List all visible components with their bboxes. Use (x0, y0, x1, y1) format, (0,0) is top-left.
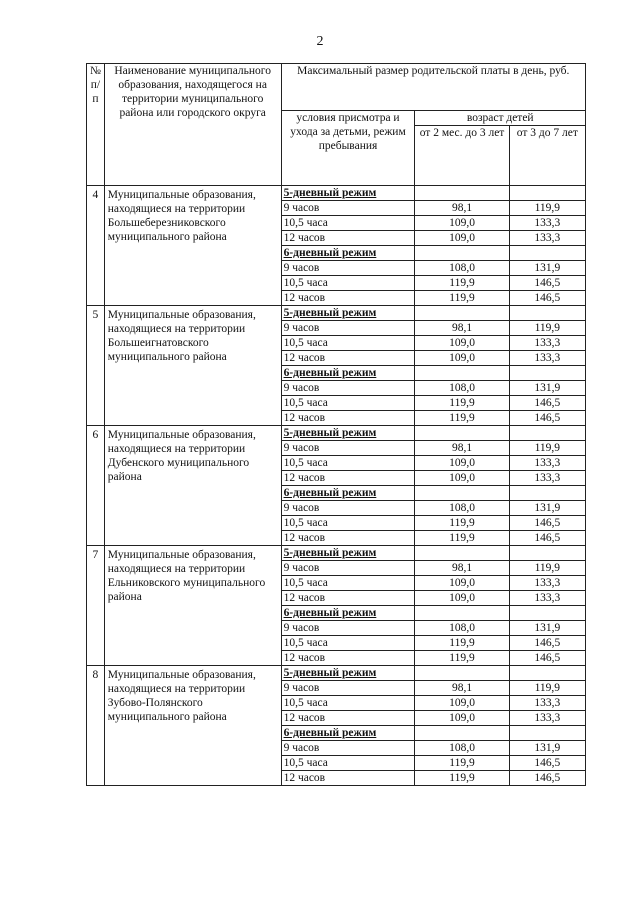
entry-number: 8 (87, 666, 105, 786)
header-age: возраст детей (415, 111, 586, 126)
fee-age-1: 109,0 (415, 696, 509, 711)
blank-cell (509, 246, 585, 261)
table-row (87, 306, 586, 321)
condition-cell: 9 часов (281, 561, 415, 576)
condition-cell: 9 часов (281, 681, 415, 696)
fee-age-1: 109,0 (415, 231, 509, 246)
fee-age-1: 119,9 (415, 276, 509, 291)
condition-cell: 10,5 часа (281, 696, 415, 711)
entry-name: Муниципальные образования, находящиеся на территории Большеигнатовского муниципального района (104, 306, 281, 426)
fee-age-2: 133,3 (509, 471, 585, 486)
fee-age-1: 98,1 (415, 681, 509, 696)
fee-age-2: 119,9 (509, 441, 585, 456)
fee-age-2: 131,9 (509, 501, 585, 516)
fee-age-2: 119,9 (509, 561, 585, 576)
fee-age-2: 133,3 (509, 231, 585, 246)
condition-cell: 9 часов (281, 261, 415, 276)
table-row (87, 666, 586, 681)
condition-cell: 12 часов (281, 351, 415, 366)
condition-cell: 10,5 часа (281, 756, 415, 771)
fee-age-1: 119,9 (415, 291, 509, 306)
condition-cell: 10,5 часа (281, 576, 415, 591)
fee-age-1: 119,9 (415, 771, 509, 786)
fee-age-2: 119,9 (509, 201, 585, 216)
fee-age-1: 109,0 (415, 576, 509, 591)
condition-cell: 10,5 часа (281, 456, 415, 471)
header-age-2: от 3 до 7 лет (509, 126, 585, 186)
blank-cell (509, 186, 585, 201)
condition-cell: 10,5 часа (281, 336, 415, 351)
header-age-1: от 2 мес. до 3 лет (415, 126, 509, 186)
condition-cell: 12 часов (281, 711, 415, 726)
fee-age-2: 131,9 (509, 261, 585, 276)
condition-cell: 9 часов (281, 321, 415, 336)
condition-cell: 12 часов (281, 231, 415, 246)
condition-cell: 9 часов (281, 621, 415, 636)
entry-number: 4 (87, 186, 105, 306)
blank-cell (415, 246, 509, 261)
fee-age-2: 146,5 (509, 411, 585, 426)
fee-age-1: 98,1 (415, 201, 509, 216)
condition-cell: 10,5 часа (281, 636, 415, 651)
fee-age-1: 108,0 (415, 741, 509, 756)
blank-cell (509, 306, 585, 321)
fee-age-2: 119,9 (509, 321, 585, 336)
condition-cell: 10,5 часа (281, 276, 415, 291)
entry-name: Муниципальные образования, находящиеся на территории Ельниковского муниципального района (104, 546, 281, 666)
header-max-fee: Максимальный размер родительской платы в день, руб. (281, 64, 585, 111)
condition-cell: 12 часов (281, 471, 415, 486)
condition-cell: 9 часов (281, 441, 415, 456)
entry-name: Муниципальные образования, находящиеся на территории Зубово-Полянского муниципального района (104, 666, 281, 786)
condition-cell: 12 часов (281, 411, 415, 426)
fee-age-2: 146,5 (509, 396, 585, 411)
fee-age-2: 133,3 (509, 456, 585, 471)
table-row (87, 546, 586, 561)
condition-cell: 12 часов (281, 591, 415, 606)
entry-number: 7 (87, 546, 105, 666)
fee-age-2: 146,5 (509, 636, 585, 651)
fee-age-1: 119,9 (415, 531, 509, 546)
fee-age-2: 146,5 (509, 276, 585, 291)
fee-age-1: 119,9 (415, 396, 509, 411)
entry-number: 6 (87, 426, 105, 546)
table-row (87, 186, 586, 201)
fee-age-1: 119,9 (415, 516, 509, 531)
mode-5-day: 5-дневный режим (281, 546, 415, 561)
blank-cell (415, 426, 509, 441)
fee-age-1: 108,0 (415, 621, 509, 636)
table-row (87, 426, 586, 441)
fee-age-1: 119,9 (415, 756, 509, 771)
fee-table (86, 63, 586, 786)
mode-6-day: 6-дневный режим (281, 246, 415, 261)
blank-cell (415, 666, 509, 681)
blank-cell (415, 186, 509, 201)
fee-age-1: 98,1 (415, 441, 509, 456)
fee-age-1: 109,0 (415, 711, 509, 726)
table-body (87, 186, 586, 786)
blank-cell (509, 546, 585, 561)
fee-age-1: 109,0 (415, 336, 509, 351)
blank-cell (415, 726, 509, 741)
fee-age-2: 133,3 (509, 591, 585, 606)
fee-age-2: 133,3 (509, 711, 585, 726)
condition-cell: 12 часов (281, 771, 415, 786)
mode-6-day: 6-дневный режим (281, 606, 415, 621)
fee-age-2: 133,3 (509, 351, 585, 366)
fee-age-2: 146,5 (509, 516, 585, 531)
header-no: № п/п (87, 64, 105, 186)
mode-6-day: 6-дневный режим (281, 366, 415, 381)
condition-cell: 12 часов (281, 531, 415, 546)
condition-cell: 10,5 часа (281, 216, 415, 231)
fee-age-2: 133,3 (509, 336, 585, 351)
blank-cell (509, 666, 585, 681)
fee-age-1: 108,0 (415, 261, 509, 276)
fee-age-2: 119,9 (509, 681, 585, 696)
fee-age-2: 131,9 (509, 381, 585, 396)
blank-cell (415, 306, 509, 321)
fee-age-1: 119,9 (415, 636, 509, 651)
entry-name: Муниципальные образования, находящиеся на территории Дубенского муниципального района (104, 426, 281, 546)
fee-age-1: 108,0 (415, 381, 509, 396)
blank-cell (509, 486, 585, 501)
mode-6-day: 6-дневный режим (281, 726, 415, 741)
blank-cell (509, 606, 585, 621)
blank-cell (415, 366, 509, 381)
fee-age-2: 146,5 (509, 771, 585, 786)
blank-cell (415, 486, 509, 501)
condition-cell: 9 часов (281, 741, 415, 756)
blank-cell (509, 726, 585, 741)
mode-5-day: 5-дневный режим (281, 186, 415, 201)
entry-name: Муниципальные образования, находящиеся на территории Большеберезниковского муниципального района (104, 186, 281, 306)
fee-age-1: 98,1 (415, 561, 509, 576)
blank-cell (415, 546, 509, 561)
condition-cell: 9 часов (281, 381, 415, 396)
fee-age-2: 146,5 (509, 291, 585, 306)
entry-number: 5 (87, 306, 105, 426)
fee-age-2: 131,9 (509, 621, 585, 636)
fee-age-1: 109,0 (415, 471, 509, 486)
fee-age-1: 108,0 (415, 501, 509, 516)
fee-age-1: 109,0 (415, 351, 509, 366)
blank-cell (509, 426, 585, 441)
condition-cell: 9 часов (281, 201, 415, 216)
condition-cell: 10,5 часа (281, 396, 415, 411)
page-number: 2 (316, 34, 324, 49)
fee-age-1: 98,1 (415, 321, 509, 336)
header-conditions: условия присмотра и ухода за детьми, режим пребывания (281, 111, 415, 186)
condition-cell: 12 часов (281, 651, 415, 666)
fee-age-1: 109,0 (415, 216, 509, 231)
fee-age-2: 146,5 (509, 531, 585, 546)
blank-cell (415, 606, 509, 621)
condition-cell: 12 часов (281, 291, 415, 306)
fee-age-2: 133,3 (509, 696, 585, 711)
mode-5-day: 5-дневный режим (281, 426, 415, 441)
condition-cell: 9 часов (281, 501, 415, 516)
fee-age-2: 146,5 (509, 651, 585, 666)
fee-age-2: 133,3 (509, 216, 585, 231)
header-name: Наименование муниципального образования, находящегося на территории муниципального района или городского округа (104, 64, 281, 186)
fee-age-2: 146,5 (509, 756, 585, 771)
fee-age-1: 119,9 (415, 651, 509, 666)
fee-age-1: 109,0 (415, 591, 509, 606)
mode-5-day: 5-дневный режим (281, 666, 415, 681)
condition-cell: 10,5 часа (281, 516, 415, 531)
mode-5-day: 5-дневный режим (281, 306, 415, 321)
blank-cell (509, 366, 585, 381)
mode-6-day: 6-дневный режим (281, 486, 415, 501)
fee-age-2: 131,9 (509, 741, 585, 756)
fee-age-1: 109,0 (415, 456, 509, 471)
fee-age-2: 133,3 (509, 576, 585, 591)
fee-age-1: 119,9 (415, 411, 509, 426)
